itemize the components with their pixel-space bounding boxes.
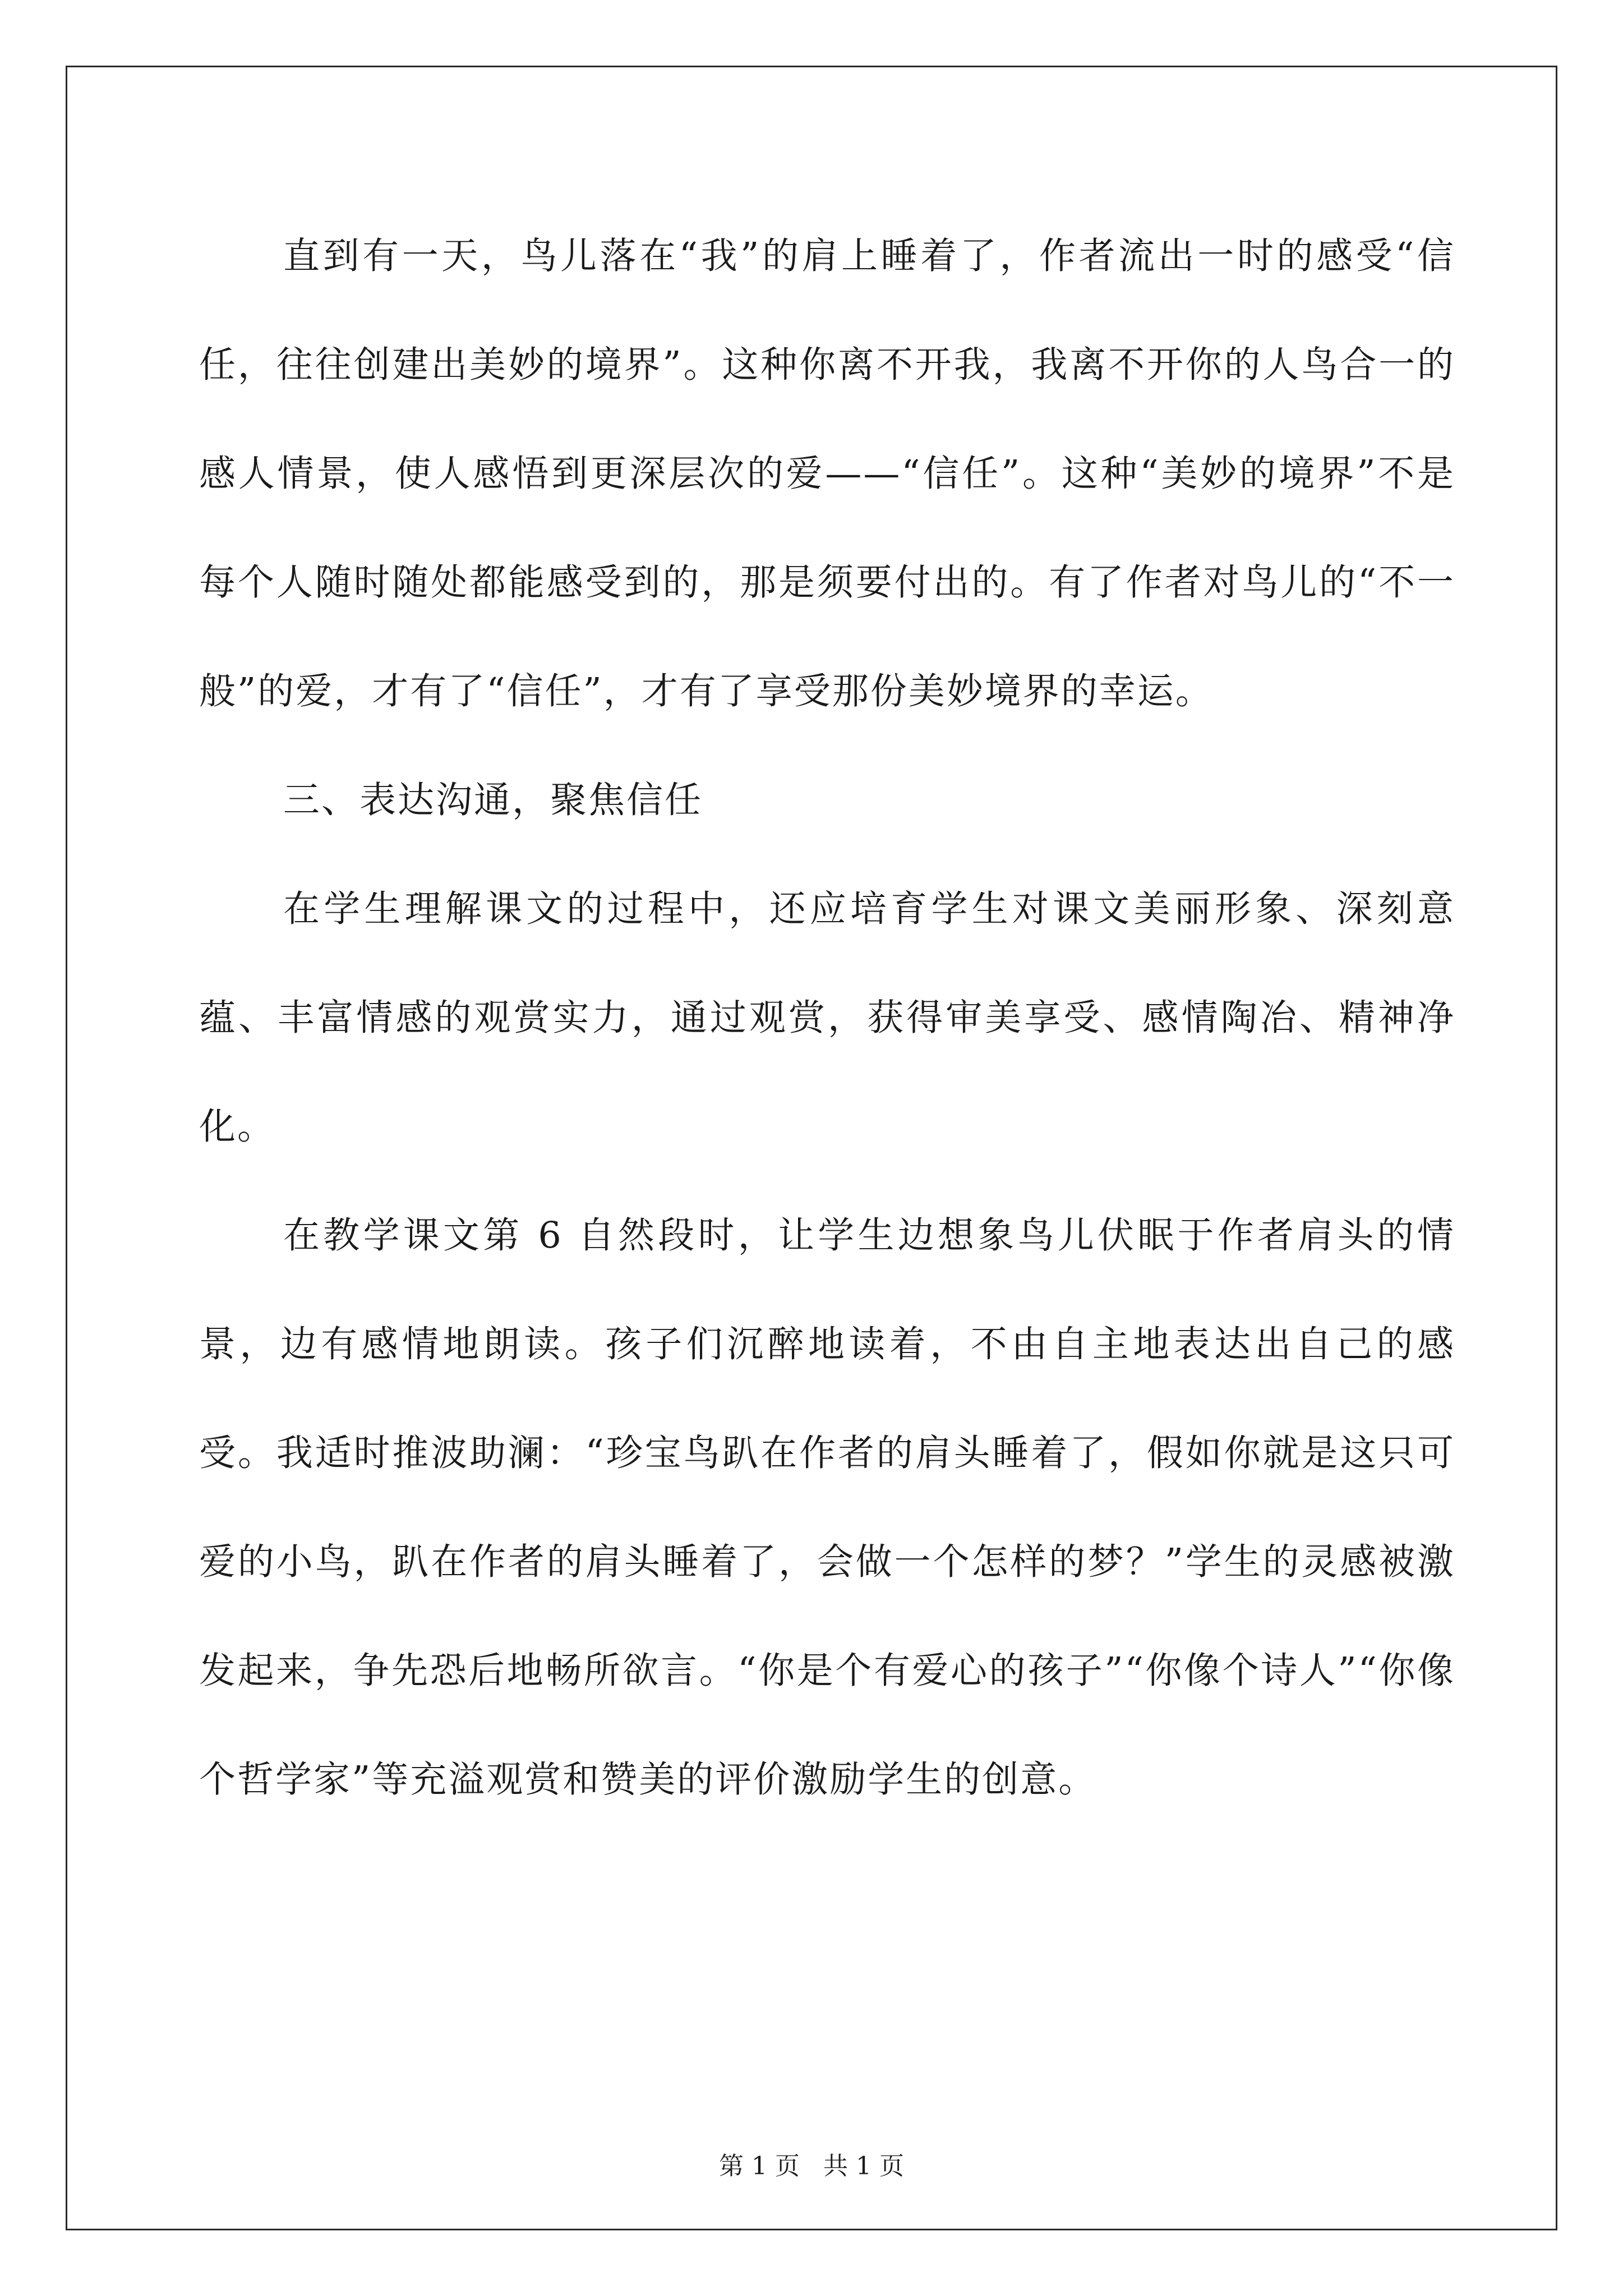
document-body [199, 202, 1455, 1834]
paragraph-teaching-example: 在教学课文第 6 自然段时，让学生边想象鸟儿伏眠于作者肩头的情景，边有感情地朗读。孩子们沉醉地读着，不由自主地表达出自己的感受。我适时推波助澜：“珍宝鸟趴在作者的肩头睡着了，假如你就是这只可爱的小鸟，趴在作者的肩头睡着了，会做一个怎样的梦？”学生的灵感被激发起来，争先恐后地畅所欲言。“你是个有爱心的孩子”“你像个诗人”“你像个哲学家”等充溢观赏和赞美的评价激励学生的创意。 [199, 1214, 1455, 1801]
page-footer: 第 1 页 共 1 页 [719, 2152, 904, 2180]
section-heading-3: 三、表达沟通，聚焦信任 [283, 779, 703, 821]
paragraph-trust-realm: 直到有一天，鸟儿落在“我”的肩上睡着了，作者流出一时的感受“信任，往往创建出美妙的境界”。这种你离不开我，我离不开你的人鸟合一的感人情景，使人感悟到更深层次的爱——“信任”。这种“美妙的境界”不是每个人随时随处都能感受到的，那是须要付出的。有了作者对鸟儿的“不一般”的爱，才有了“信任”，才有了享受那份美妙境界的幸运。 [199, 235, 1455, 712]
paragraph-appreciation: 在学生理解课文的过程中，还应培育学生对课文美丽形象、深刻意蕴、丰富情感的观赏实力，通过观赏，获得审美享受、感情陶冶、精神净化。 [199, 888, 1455, 1148]
